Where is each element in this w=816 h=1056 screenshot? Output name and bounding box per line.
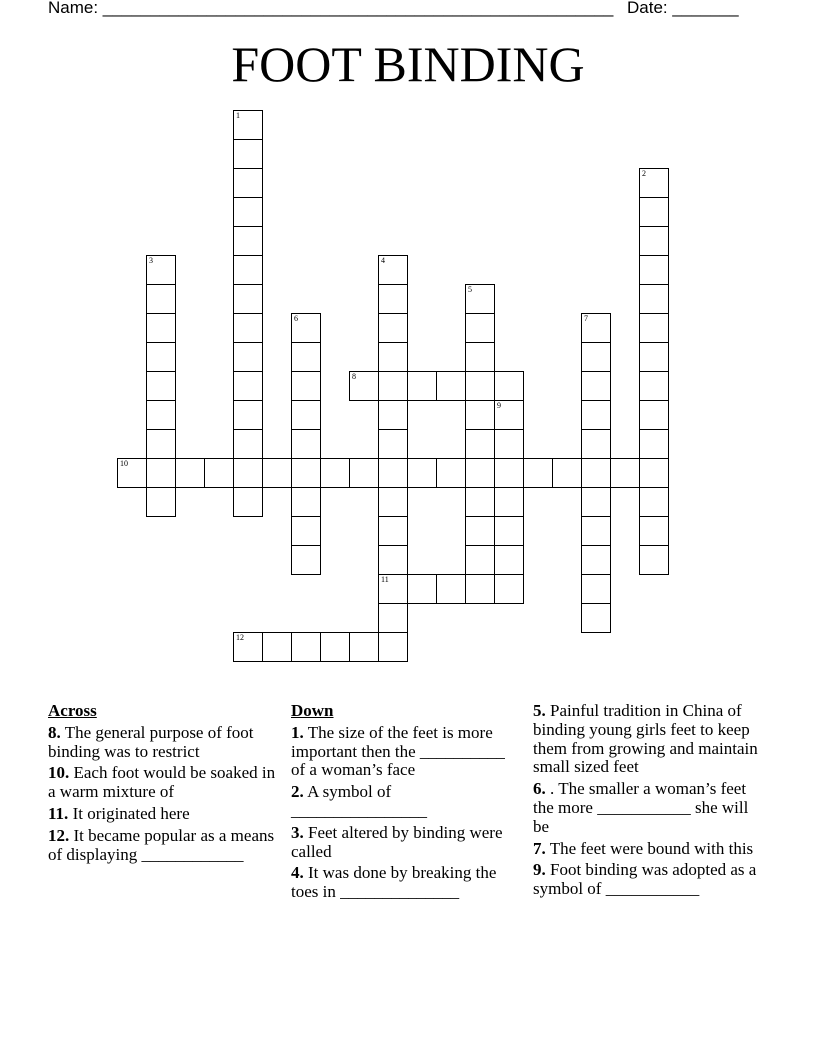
crossword-cell[interactable] xyxy=(291,429,321,459)
crossword-cell[interactable] xyxy=(233,487,263,517)
clue-number: 11. xyxy=(48,803,69,823)
down-clues-column-continued xyxy=(533,702,768,902)
clue-number: 1. xyxy=(291,722,304,742)
crossword-cell[interactable] xyxy=(262,632,292,662)
crossword-cell[interactable] xyxy=(378,313,408,343)
crossword-cell[interactable] xyxy=(146,313,176,343)
clue-down-5 xyxy=(533,702,768,777)
crossword-cell[interactable] xyxy=(233,342,263,372)
clue-text: It became popular as a means of displaying ____________ xyxy=(48,825,275,864)
crossword-cell[interactable] xyxy=(581,342,611,372)
crossword-cell[interactable] xyxy=(291,342,321,372)
clue-text: The feet were bound with this xyxy=(549,838,754,858)
clue-text: Each foot would be soaked in a warm mixture of xyxy=(48,763,276,802)
crossword-cell[interactable] xyxy=(378,487,408,517)
clue-down-1 xyxy=(291,724,519,780)
crossword-cell[interactable] xyxy=(465,458,495,488)
crossword-cell[interactable] xyxy=(639,516,669,546)
crossword-cell[interactable] xyxy=(581,487,611,517)
crossword-cell[interactable] xyxy=(639,226,669,256)
crossword-cell[interactable] xyxy=(581,603,611,633)
date-field[interactable]: Date: _______ xyxy=(627,0,739,17)
page-title: FOOT BINDING xyxy=(231,36,585,92)
crossword-cell[interactable] xyxy=(494,487,524,517)
crossword-cell[interactable] xyxy=(378,400,408,430)
crossword-cell[interactable] xyxy=(378,574,408,604)
crossword-cell[interactable] xyxy=(378,284,408,314)
clue-number-label: 12 xyxy=(236,633,244,642)
crossword-cell[interactable] xyxy=(639,313,669,343)
crossword-cell[interactable] xyxy=(146,255,176,285)
crossword-cell[interactable] xyxy=(581,516,611,546)
crossword-cell[interactable] xyxy=(378,429,408,459)
crossword-cell[interactable] xyxy=(610,458,640,488)
crossword-cell[interactable] xyxy=(581,574,611,604)
crossword-cell[interactable] xyxy=(291,516,321,546)
crossword-cell[interactable] xyxy=(581,545,611,575)
crossword-cell[interactable] xyxy=(465,342,495,372)
clue-number-label: 8 xyxy=(352,372,356,381)
crossword-cell[interactable] xyxy=(146,400,176,430)
clue-number-label: 7 xyxy=(584,314,588,323)
clue-text: The general purpose of foot binding was to restrict xyxy=(48,722,254,761)
crossword-cell[interactable] xyxy=(436,574,466,604)
crossword-cell[interactable] xyxy=(233,400,263,430)
name-field[interactable]: Name: ______________________________________________________ xyxy=(48,0,614,17)
clue-number-label: 5 xyxy=(468,285,472,294)
clue-text: The size of the feet is more important then the __________ of a woman’s face xyxy=(291,722,505,780)
down-heading: Down xyxy=(291,701,334,720)
crossword-cell[interactable] xyxy=(233,168,263,198)
crossword-cell[interactable] xyxy=(349,458,379,488)
crossword-cell[interactable] xyxy=(465,371,495,401)
clue-across-11 xyxy=(48,805,276,824)
crossword-cell[interactable] xyxy=(146,371,176,401)
clue-text: Foot binding was adopted as a symbol of ___________ xyxy=(533,860,757,899)
crossword-cell[interactable] xyxy=(552,458,582,488)
crossword-cell[interactable] xyxy=(639,458,669,488)
clue-number: 8. xyxy=(48,722,61,742)
crossword-cell[interactable] xyxy=(175,458,205,488)
crossword-cell[interactable] xyxy=(233,255,263,285)
crossword-cell[interactable] xyxy=(378,516,408,546)
crossword-cell[interactable] xyxy=(639,168,669,198)
crossword-cell[interactable] xyxy=(581,458,611,488)
crossword-cell[interactable] xyxy=(407,371,437,401)
crossword-cell[interactable] xyxy=(204,458,234,488)
crossword-cell[interactable] xyxy=(494,458,524,488)
crossword-cell[interactable] xyxy=(639,342,669,372)
crossword-cell[interactable] xyxy=(378,371,408,401)
crossword-cell[interactable] xyxy=(465,516,495,546)
clue-text: . The smaller a woman’s feet the more ___________ she will be xyxy=(533,779,749,836)
crossword-cell[interactable] xyxy=(378,458,408,488)
crossword-cell[interactable] xyxy=(465,313,495,343)
crossword-cell[interactable] xyxy=(639,400,669,430)
clue-number-label: 11 xyxy=(381,575,389,584)
crossword-cell[interactable] xyxy=(494,574,524,604)
crossword-cell[interactable] xyxy=(146,487,176,517)
crossword-cell[interactable] xyxy=(146,342,176,372)
clue-text: It was done by breaking the toes in ______________ xyxy=(291,863,497,902)
crossword-cell[interactable] xyxy=(494,429,524,459)
clue-down-7 xyxy=(533,840,768,859)
clue-across-8 xyxy=(48,724,276,762)
crossword-cell[interactable] xyxy=(639,429,669,459)
crossword-cell[interactable] xyxy=(291,545,321,575)
down-clues-column xyxy=(291,702,519,905)
crossword-cell[interactable] xyxy=(378,545,408,575)
clue-text: A symbol of ________________ xyxy=(291,782,427,820)
crossword-cell[interactable] xyxy=(378,255,408,285)
crossword-cell[interactable] xyxy=(639,371,669,401)
crossword-cell[interactable] xyxy=(117,458,147,488)
crossword-cell[interactable] xyxy=(639,545,669,575)
crossword-cell[interactable] xyxy=(291,400,321,430)
crossword-cell[interactable] xyxy=(465,574,495,604)
clue-number: 7. xyxy=(533,838,546,858)
crossword-cell[interactable] xyxy=(581,371,611,401)
clue-number: 2. xyxy=(291,782,304,802)
clue-down-9 xyxy=(533,861,768,899)
clue-number: 12. xyxy=(48,825,70,845)
clue-across-12 xyxy=(48,827,276,865)
clue-number-label: 2 xyxy=(642,169,646,178)
clue-number-label: 1 xyxy=(236,111,240,120)
crossword-cell[interactable] xyxy=(465,545,495,575)
clue-number: 6. xyxy=(533,779,546,799)
clue-number: 5. xyxy=(533,701,546,720)
crossword-cell[interactable] xyxy=(436,458,466,488)
crossword-cell[interactable] xyxy=(233,371,263,401)
clue-text: Feet altered by binding were called xyxy=(291,822,503,861)
crossword-cell[interactable] xyxy=(407,458,437,488)
crossword-cell[interactable] xyxy=(233,226,263,256)
crossword-cell[interactable] xyxy=(465,284,495,314)
clue-text: It originated here xyxy=(72,803,190,823)
crossword-cell[interactable] xyxy=(639,197,669,227)
crossword-cell[interactable] xyxy=(581,429,611,459)
crossword-cell[interactable] xyxy=(639,487,669,517)
across-clues-column xyxy=(48,702,276,867)
clue-across-10 xyxy=(48,764,276,802)
crossword-cell[interactable] xyxy=(494,371,524,401)
crossword-cell[interactable] xyxy=(465,400,495,430)
crossword-cell[interactable] xyxy=(233,139,263,169)
crossword-cell[interactable] xyxy=(233,284,263,314)
clue-number-label: 6 xyxy=(294,314,298,323)
crossword-cell[interactable] xyxy=(639,284,669,314)
clue-number-label: 10 xyxy=(120,459,128,468)
crossword-cell[interactable] xyxy=(436,371,466,401)
crossword-cell[interactable] xyxy=(494,400,524,430)
crossword-cell[interactable] xyxy=(349,632,379,662)
crossword-cell[interactable] xyxy=(233,313,263,343)
crossword-cell[interactable] xyxy=(146,284,176,314)
crossword-cell[interactable] xyxy=(494,516,524,546)
across-heading: Across xyxy=(48,701,97,720)
crossword-cell[interactable] xyxy=(581,400,611,430)
crossword-cell[interactable] xyxy=(378,632,408,662)
crossword-cell[interactable] xyxy=(233,458,263,488)
crossword-cell[interactable] xyxy=(233,197,263,227)
clue-down-3 xyxy=(291,824,519,862)
crossword-cell[interactable] xyxy=(291,487,321,517)
crossword-cell[interactable] xyxy=(233,429,263,459)
clue-number: 9. xyxy=(533,860,546,880)
clue-down-4 xyxy=(291,864,519,902)
crossword-cell[interactable] xyxy=(639,255,669,285)
crossword-cell[interactable] xyxy=(320,632,350,662)
clue-number: 3. xyxy=(291,822,304,842)
crossword-cell[interactable] xyxy=(465,487,495,517)
crossword-cell[interactable] xyxy=(291,632,321,662)
clue-down-2 xyxy=(291,783,519,821)
crossword-cell[interactable] xyxy=(146,458,176,488)
crossword-cell[interactable] xyxy=(349,371,379,401)
clue-number: 10. xyxy=(48,763,70,783)
crossword-cell[interactable] xyxy=(523,458,553,488)
clue-number-label: 4 xyxy=(381,256,385,265)
clue-down-6 xyxy=(533,780,768,836)
crossword-cell[interactable] xyxy=(233,110,263,140)
clue-text: Painful tradition in China of binding young girls feet to keep them from growing and maintain small sized feet xyxy=(533,701,758,777)
crossword-cell[interactable] xyxy=(407,574,437,604)
clue-number-label: 9 xyxy=(497,401,501,410)
crossword-cell[interactable] xyxy=(291,313,321,343)
crossword-cell[interactable] xyxy=(494,545,524,575)
crossword-cell[interactable] xyxy=(320,458,350,488)
crossword-cell[interactable] xyxy=(378,603,408,633)
crossword-cell[interactable] xyxy=(233,632,263,662)
crossword-cell[interactable] xyxy=(262,458,292,488)
crossword-cell[interactable] xyxy=(291,458,321,488)
crossword-cell[interactable] xyxy=(291,371,321,401)
crossword-cell[interactable] xyxy=(581,313,611,343)
crossword-cell[interactable] xyxy=(465,429,495,459)
crossword-cell[interactable] xyxy=(146,429,176,459)
crossword-cell[interactable] xyxy=(378,342,408,372)
clue-number: 4. xyxy=(291,863,304,883)
clue-number-label: 3 xyxy=(149,256,153,265)
